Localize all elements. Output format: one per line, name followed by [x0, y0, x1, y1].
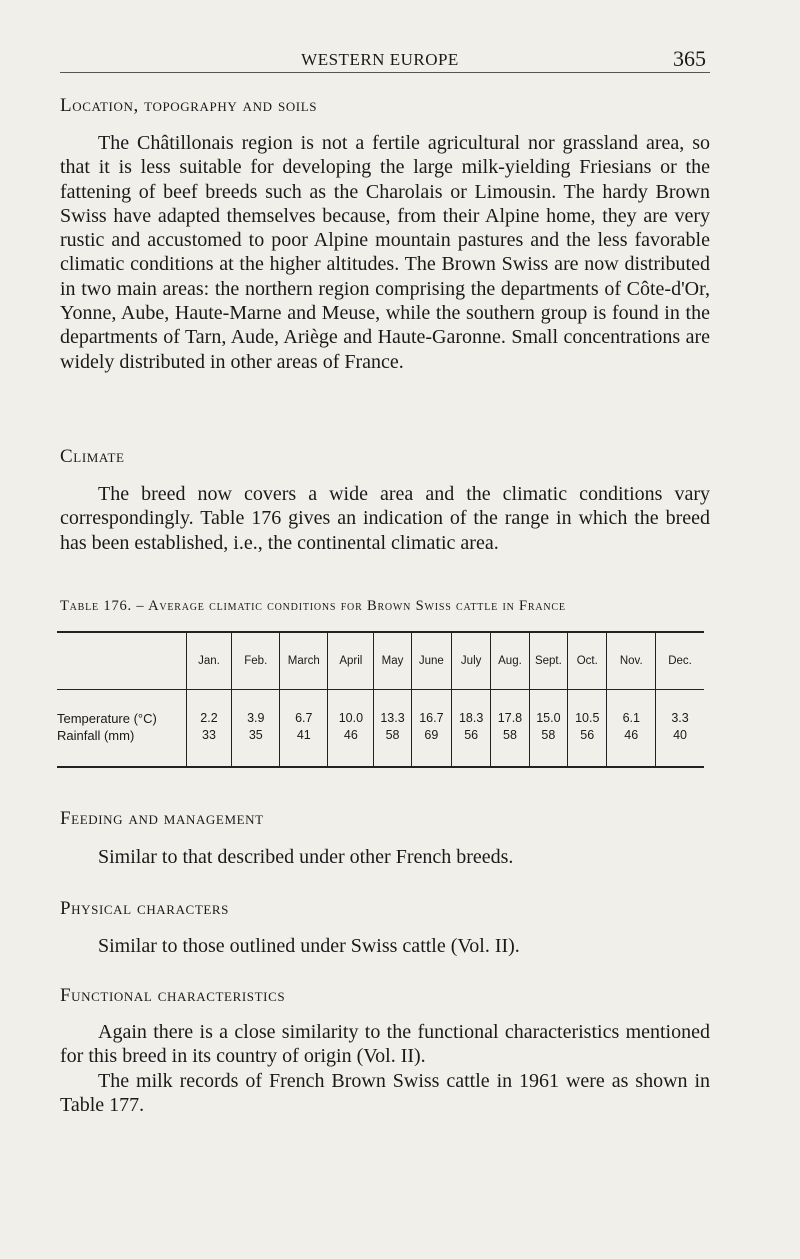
- table-cell: 10.5: [568, 690, 607, 729]
- month-header: July: [452, 632, 491, 690]
- month-header: April: [328, 632, 374, 690]
- month-header: Oct.: [568, 632, 607, 690]
- running-head: [0, 46, 800, 74]
- table-cell: 3.9: [232, 690, 280, 729]
- heading-location: Location, topography and soils: [60, 95, 318, 116]
- paragraph-feeding: [60, 845, 710, 869]
- month-header: Sept.: [529, 632, 567, 690]
- heading-functional: Functional characteristics: [60, 985, 286, 1006]
- table-cell: 3.3: [656, 690, 704, 729]
- header-rule: [60, 72, 710, 73]
- table-cell: 41: [280, 728, 328, 767]
- table-cell: 40: [656, 728, 704, 767]
- running-head-title: WESTERN EUROPE: [301, 50, 459, 69]
- table-cell: 58: [529, 728, 567, 767]
- table-cell: 33: [186, 728, 232, 767]
- paragraph-physical-text: Similar to those outlined under Swiss cattle (Vol. II).: [98, 935, 520, 957]
- table-cell: 46: [328, 728, 374, 767]
- table-cell: 18.3: [452, 690, 491, 729]
- table-row-temperature: [57, 690, 704, 729]
- paragraph-location-text: The Châtillonais region is not a fertile agricultural nor grassland area, so that it is less suitable for developing the large milk-yielding Friesians or the fattening of beef breeds such as the Charolais or Limousin. The hardy Brown Swiss have adapted themselves because, from their Alpine home, they are very rustic and accustomed to poor Alpine mountain pastures and the less favorable climatic conditions at the higher altitudes. The Brown Swiss are now distributed in two main areas: the northern region comprising the departments of Côte-d'Or, Yonne, Aube, Haute-Marne and Meuse, while the southern group is found in the departments of Tarn, Aude, Ariège and Haute-Garonne. Small concentrations are widely distributed in other areas of France.: [60, 132, 710, 373]
- heading-climate: Climate: [60, 446, 125, 467]
- table-cell: 6.1: [607, 690, 656, 729]
- month-header: March: [280, 632, 328, 690]
- paragraph-functional: [60, 1020, 710, 1117]
- table-cell: 46: [607, 728, 656, 767]
- heading-physical: Physical characters: [60, 898, 230, 919]
- table-cell: 2.2: [186, 690, 232, 729]
- paragraph-functional-text-1: Again there is a close similarity to the functional characteristics mentioned for this breed in its country of origin (Vol. II).: [60, 1021, 710, 1068]
- table-cell: 6.7: [280, 690, 328, 729]
- table-cell: 10.0: [328, 690, 374, 729]
- table-cell: 69: [411, 728, 451, 767]
- month-header: Jan.: [186, 632, 232, 690]
- table-cell: 35: [232, 728, 280, 767]
- table-header-row: [57, 632, 704, 690]
- month-header: Feb.: [232, 632, 280, 690]
- paragraph-physical: [60, 934, 710, 958]
- table-row-rainfall: [57, 728, 704, 767]
- paragraph-feeding-text: Similar to that described under other French breeds.: [98, 846, 514, 868]
- row-label: Temperature (°C): [57, 710, 157, 726]
- table-cell: 56: [452, 728, 491, 767]
- paragraph-functional-text-2: The milk records of French Brown Swiss cattle in 1961 were as shown in Table 177.: [60, 1069, 710, 1116]
- month-header: Nov.: [607, 632, 656, 690]
- month-header: Aug.: [491, 632, 529, 690]
- paragraph-climate-text: The breed now covers a wide area and the climatic conditions vary correspondingly. Table 176 gives an indication of the range in which the breed has been established, i.e., the continental climatic area.: [60, 483, 710, 554]
- table-cell: 58: [374, 728, 411, 767]
- page-number: 365: [673, 46, 706, 71]
- climate-table: [57, 631, 704, 768]
- paragraph-location: [60, 131, 710, 374]
- table-caption: Table 176. – Average climatic conditions for Brown Swiss cattle in France: [60, 598, 566, 614]
- table-corner-cell: [57, 632, 186, 690]
- table-cell: 15.0: [529, 690, 567, 729]
- table-cell: 13.3: [374, 690, 411, 729]
- table-cell: 17.8: [491, 690, 529, 729]
- table-cell: 56: [568, 728, 607, 767]
- table-cell: 16.7: [411, 690, 451, 729]
- table-cell: 58: [491, 728, 529, 767]
- month-header: Dec.: [656, 632, 704, 690]
- paragraph-climate: [60, 482, 710, 555]
- month-header: June: [411, 632, 451, 690]
- month-header: May: [374, 632, 411, 690]
- heading-feeding: Feeding and management: [60, 808, 264, 829]
- row-label: Rainfall (mm): [57, 728, 186, 767]
